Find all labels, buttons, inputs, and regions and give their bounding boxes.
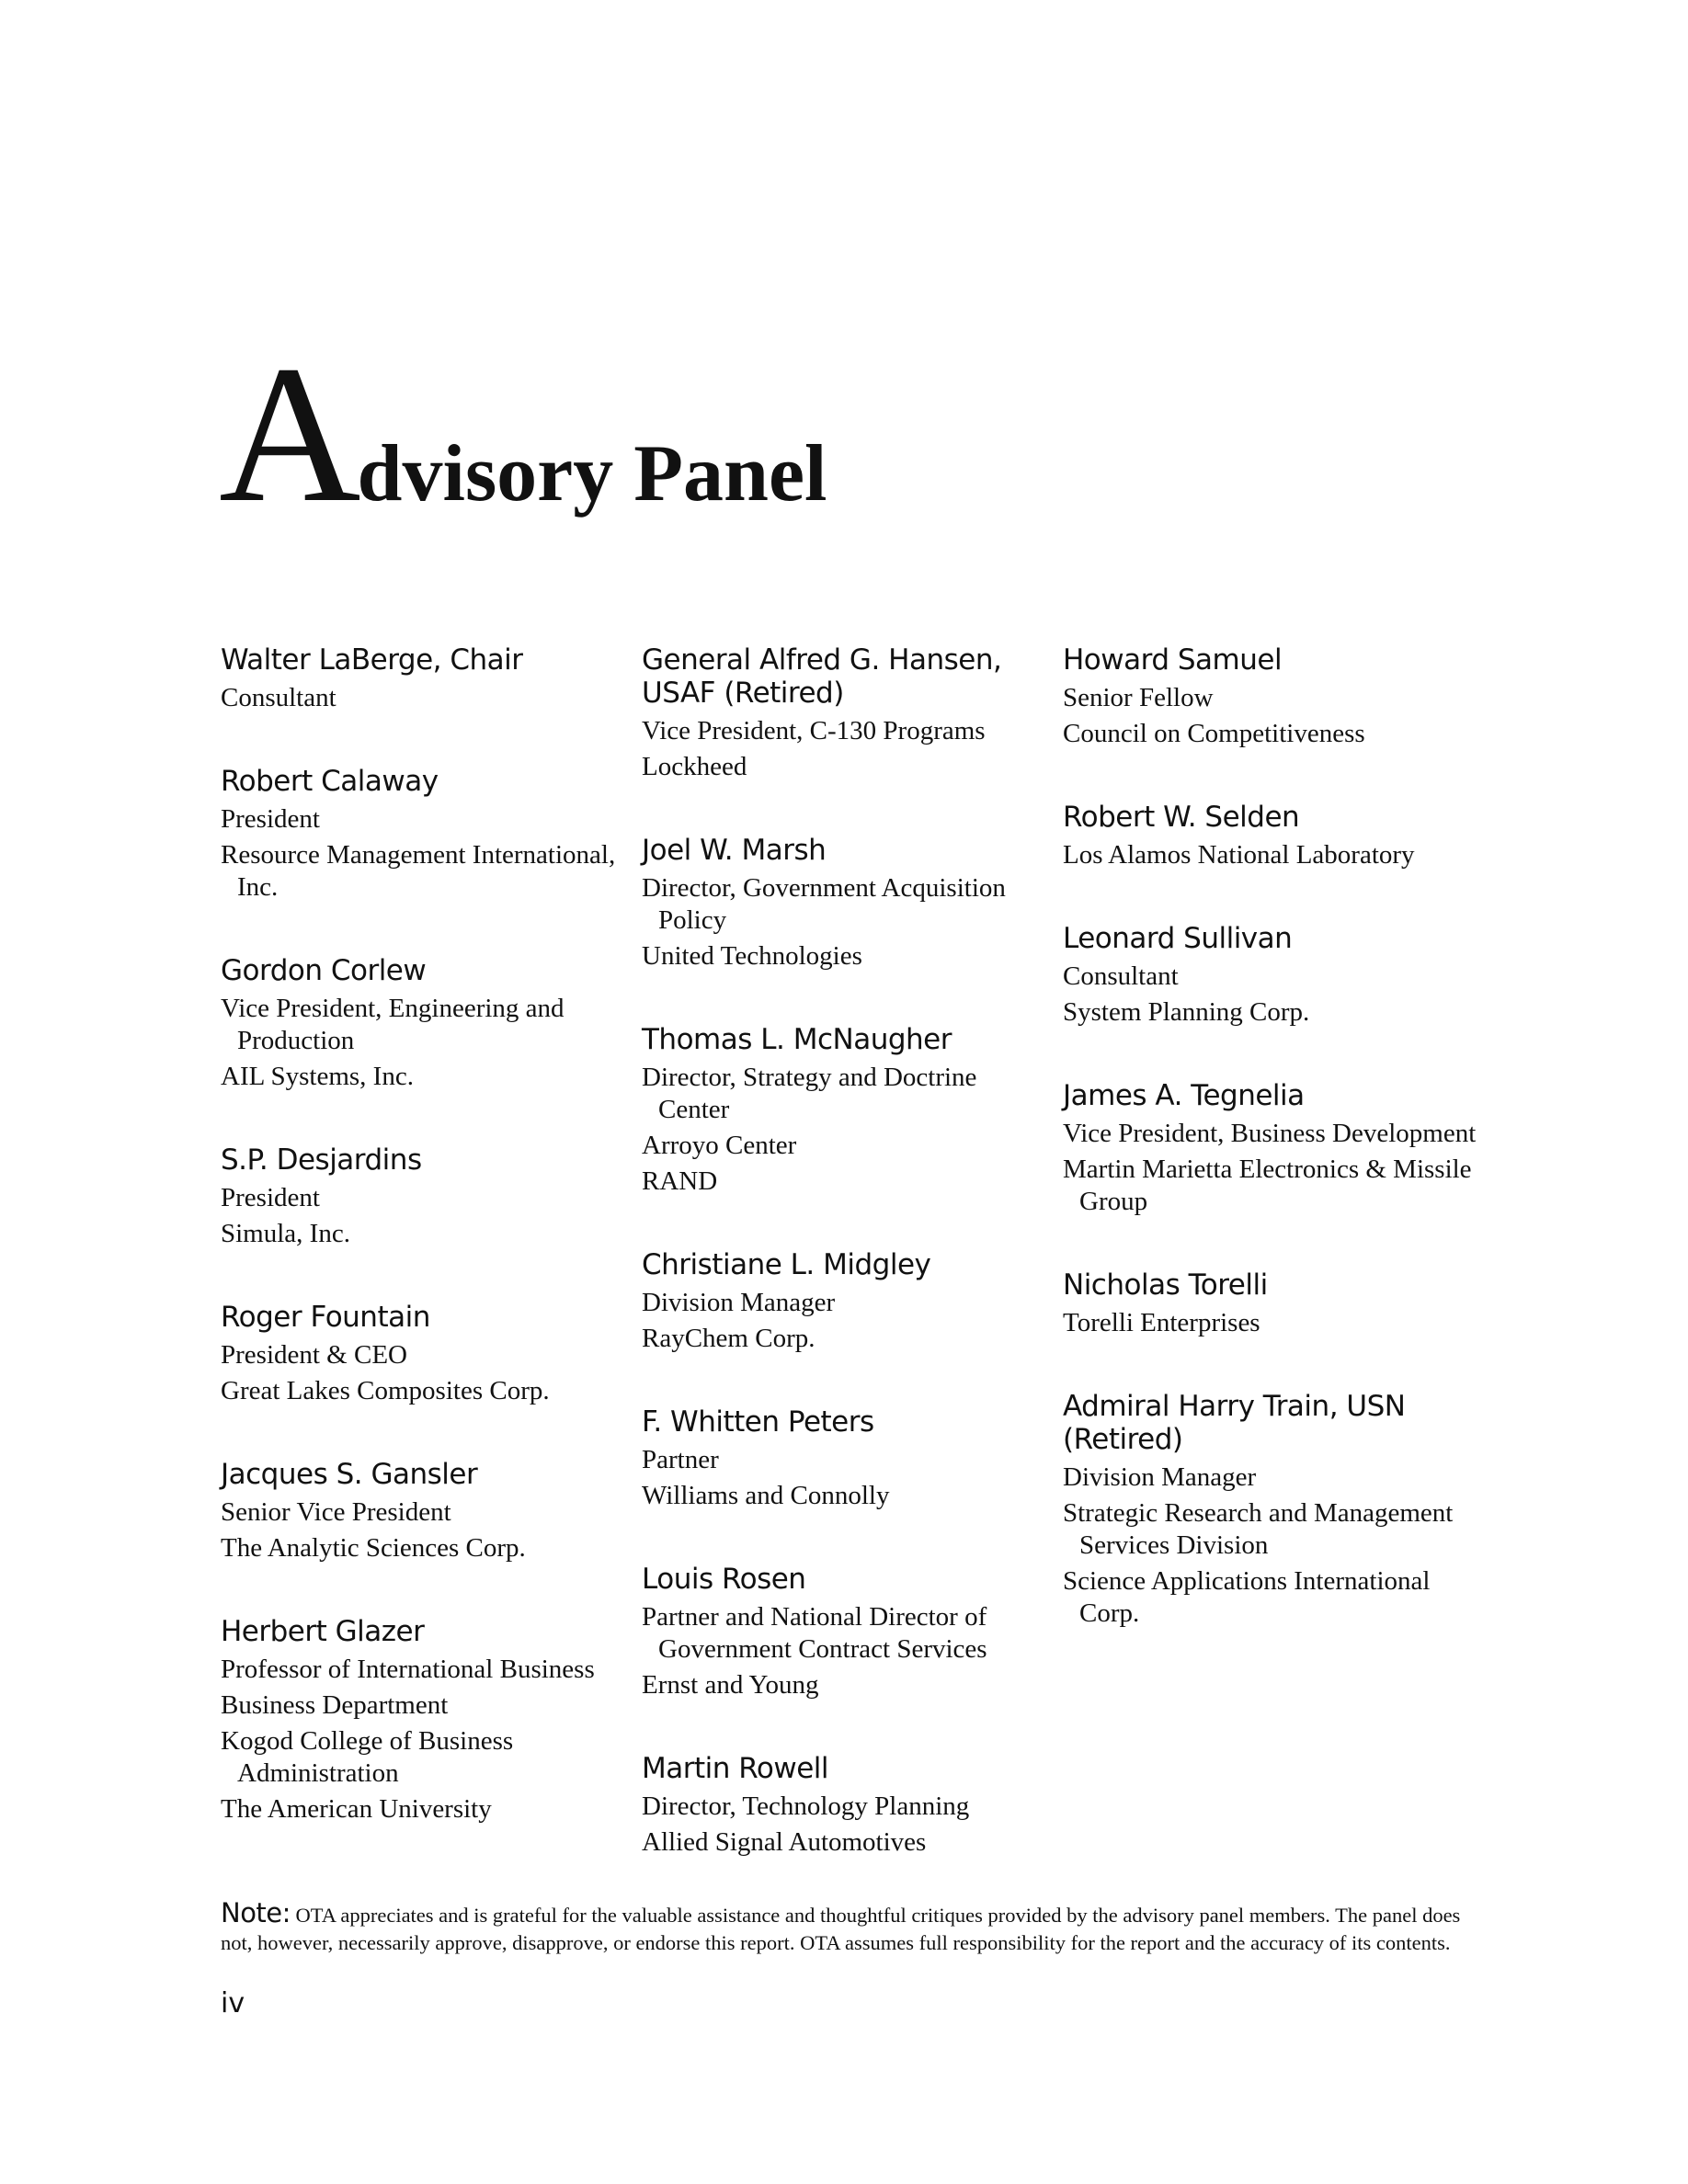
member-affiliation-line: RayChem Corp. xyxy=(642,1324,815,1353)
member-affiliation-line: Professor of International Business xyxy=(221,1655,595,1684)
panel-member xyxy=(1063,643,1477,750)
member-name: Christiane L. Midgley xyxy=(642,1248,931,1281)
title-rest: dvisory Panel xyxy=(357,429,827,519)
page-title xyxy=(219,325,827,544)
member-affiliation-line: Torelli Enterprises xyxy=(1063,1308,1260,1337)
member-affiliation-line: Simula, Inc. xyxy=(221,1219,350,1248)
member-name: Nicholas Torelli xyxy=(1063,1268,1268,1302)
page-number: iv xyxy=(221,1987,245,2019)
member-name: F. Whitten Peters xyxy=(642,1405,874,1439)
member-affiliation-line: Arroyo Center xyxy=(642,1131,797,1160)
panel-member xyxy=(1063,1268,1477,1339)
panel-member xyxy=(642,1023,1046,1198)
member-name: Leonard Sullivan xyxy=(1063,922,1293,955)
member-affiliation-line: United Technologies xyxy=(642,941,862,971)
member-affiliation-line: Senior Vice President xyxy=(221,1497,451,1527)
member-affiliation-line: Senior Fellow xyxy=(1063,683,1214,712)
member-name: Roger Fountain xyxy=(221,1301,430,1334)
member-name: James A. Tegnelia xyxy=(1063,1079,1305,1112)
member-affiliation-line: System Planning Corp. xyxy=(1063,997,1310,1027)
panel-member xyxy=(642,1752,1046,1859)
member-affiliation-line: Partner xyxy=(642,1445,719,1474)
panel-member xyxy=(221,1143,625,1250)
member-affiliation-line: Vice President, Business Development xyxy=(1063,1119,1477,1148)
member-affiliation-line: Consultant xyxy=(221,683,336,712)
member-name: Gordon Corlew xyxy=(221,954,427,987)
panel-member xyxy=(1063,922,1477,1029)
member-name: Walter LaBerge, Chair xyxy=(221,643,523,677)
member-affiliation-line: Science Applications International Corp. xyxy=(1063,1566,1431,1628)
member-name: Louis Rosen xyxy=(642,1563,806,1596)
member-affiliation-line: Council on Competitiveness xyxy=(1063,719,1365,748)
member-affiliation-line: Great Lakes Composites Corp. xyxy=(221,1376,550,1405)
member-affiliation-line: Director, Technology Planning xyxy=(642,1792,970,1821)
member-affiliation-line: Los Alamos National Laboratory xyxy=(1063,840,1415,870)
member-name: Thomas L. McNaugher xyxy=(642,1023,952,1056)
member-name: Admiral Harry Train, USN (Retired) xyxy=(1063,1390,1406,1456)
panel-member xyxy=(642,1563,1046,1701)
member-affiliation-line: Vice President, Engineering and Production xyxy=(221,994,565,1055)
member-name: Joel W. Marsh xyxy=(642,834,827,867)
member-affiliation-line: Strategic Research and Management Services Division xyxy=(1063,1498,1454,1560)
member-affiliation-line: Resource Management International, Inc. xyxy=(221,840,616,902)
panel-column-3 xyxy=(1063,643,1477,1680)
member-affiliation-line: Business Department xyxy=(221,1690,449,1720)
member-name: Howard Samuel xyxy=(1063,643,1283,677)
member-affiliation-line: Allied Signal Automotives xyxy=(642,1827,927,1857)
member-affiliation-line: Partner and National Director of Government Contract Services xyxy=(642,1602,987,1664)
member-affiliation-line: Director, Strategy and Doctrine Center xyxy=(642,1063,977,1124)
member-name: S.P. Desjardins xyxy=(221,1143,422,1177)
panel-member xyxy=(1063,1390,1477,1630)
member-affiliation-line: Division Manager xyxy=(1063,1462,1257,1492)
member-affiliation-line: Division Manager xyxy=(642,1288,836,1317)
member-affiliation-line: Consultant xyxy=(1063,961,1179,991)
member-affiliation-line: Martin Marietta Electronics & Missile Group xyxy=(1063,1155,1472,1216)
panel-member xyxy=(221,1615,625,1826)
panel-member xyxy=(221,765,625,904)
panel-column-2 xyxy=(642,643,1046,1909)
member-affiliation-line: President & CEO xyxy=(221,1340,407,1370)
panel-member xyxy=(642,1405,1046,1512)
member-name: General Alfred G. Hansen, USAF (Retired) xyxy=(642,643,1002,710)
member-affiliation-line: Ernst and Young xyxy=(642,1670,819,1700)
member-name: Robert Calaway xyxy=(221,765,439,798)
panel-member xyxy=(221,1301,625,1407)
panel-member xyxy=(642,643,1046,783)
footnote xyxy=(221,1899,1462,1957)
member-affiliation-line: Kogod College of Business Administration xyxy=(221,1726,514,1788)
member-name: Jacques S. Gansler xyxy=(221,1458,478,1491)
title-initial: A xyxy=(219,325,358,544)
panel-member xyxy=(642,1248,1046,1355)
member-affiliation-line: Director, Government Acquisition Policy xyxy=(642,873,1006,935)
panel-member xyxy=(221,1458,625,1564)
member-affiliation-line: President xyxy=(221,804,320,834)
member-affiliation-line: The American University xyxy=(221,1794,492,1824)
member-name: Martin Rowell xyxy=(642,1752,829,1785)
member-affiliation-line: RAND xyxy=(642,1166,718,1196)
member-affiliation-line: President xyxy=(221,1183,320,1212)
panel-column-1 xyxy=(221,643,625,1876)
note-label: Note: xyxy=(221,1897,291,1928)
panel-member xyxy=(221,643,625,714)
panel-member xyxy=(1063,1079,1477,1218)
member-name: Herbert Glazer xyxy=(221,1615,425,1648)
note-text: OTA appreciates and is grateful for the valuable assistance and thoughtful critiques provided by the advisory panel members. The panel does not, however, necessarily approve, disapprove, or endorse this report. OTA assumes full responsibility for the report and the accuracy of its contents. xyxy=(221,1904,1461,1954)
panel-member xyxy=(642,834,1046,973)
member-affiliation-line: AIL Systems, Inc. xyxy=(221,1062,414,1091)
member-affiliation-line: Lockheed xyxy=(642,752,747,781)
member-affiliation-line: The Analytic Sciences Corp. xyxy=(221,1533,526,1563)
member-affiliation-line: Williams and Connolly xyxy=(642,1481,890,1510)
panel-member xyxy=(1063,801,1477,871)
member-name: Robert W. Selden xyxy=(1063,801,1300,834)
member-affiliation-line: Vice President, C-130 Programs xyxy=(642,716,986,745)
panel-member xyxy=(221,954,625,1093)
